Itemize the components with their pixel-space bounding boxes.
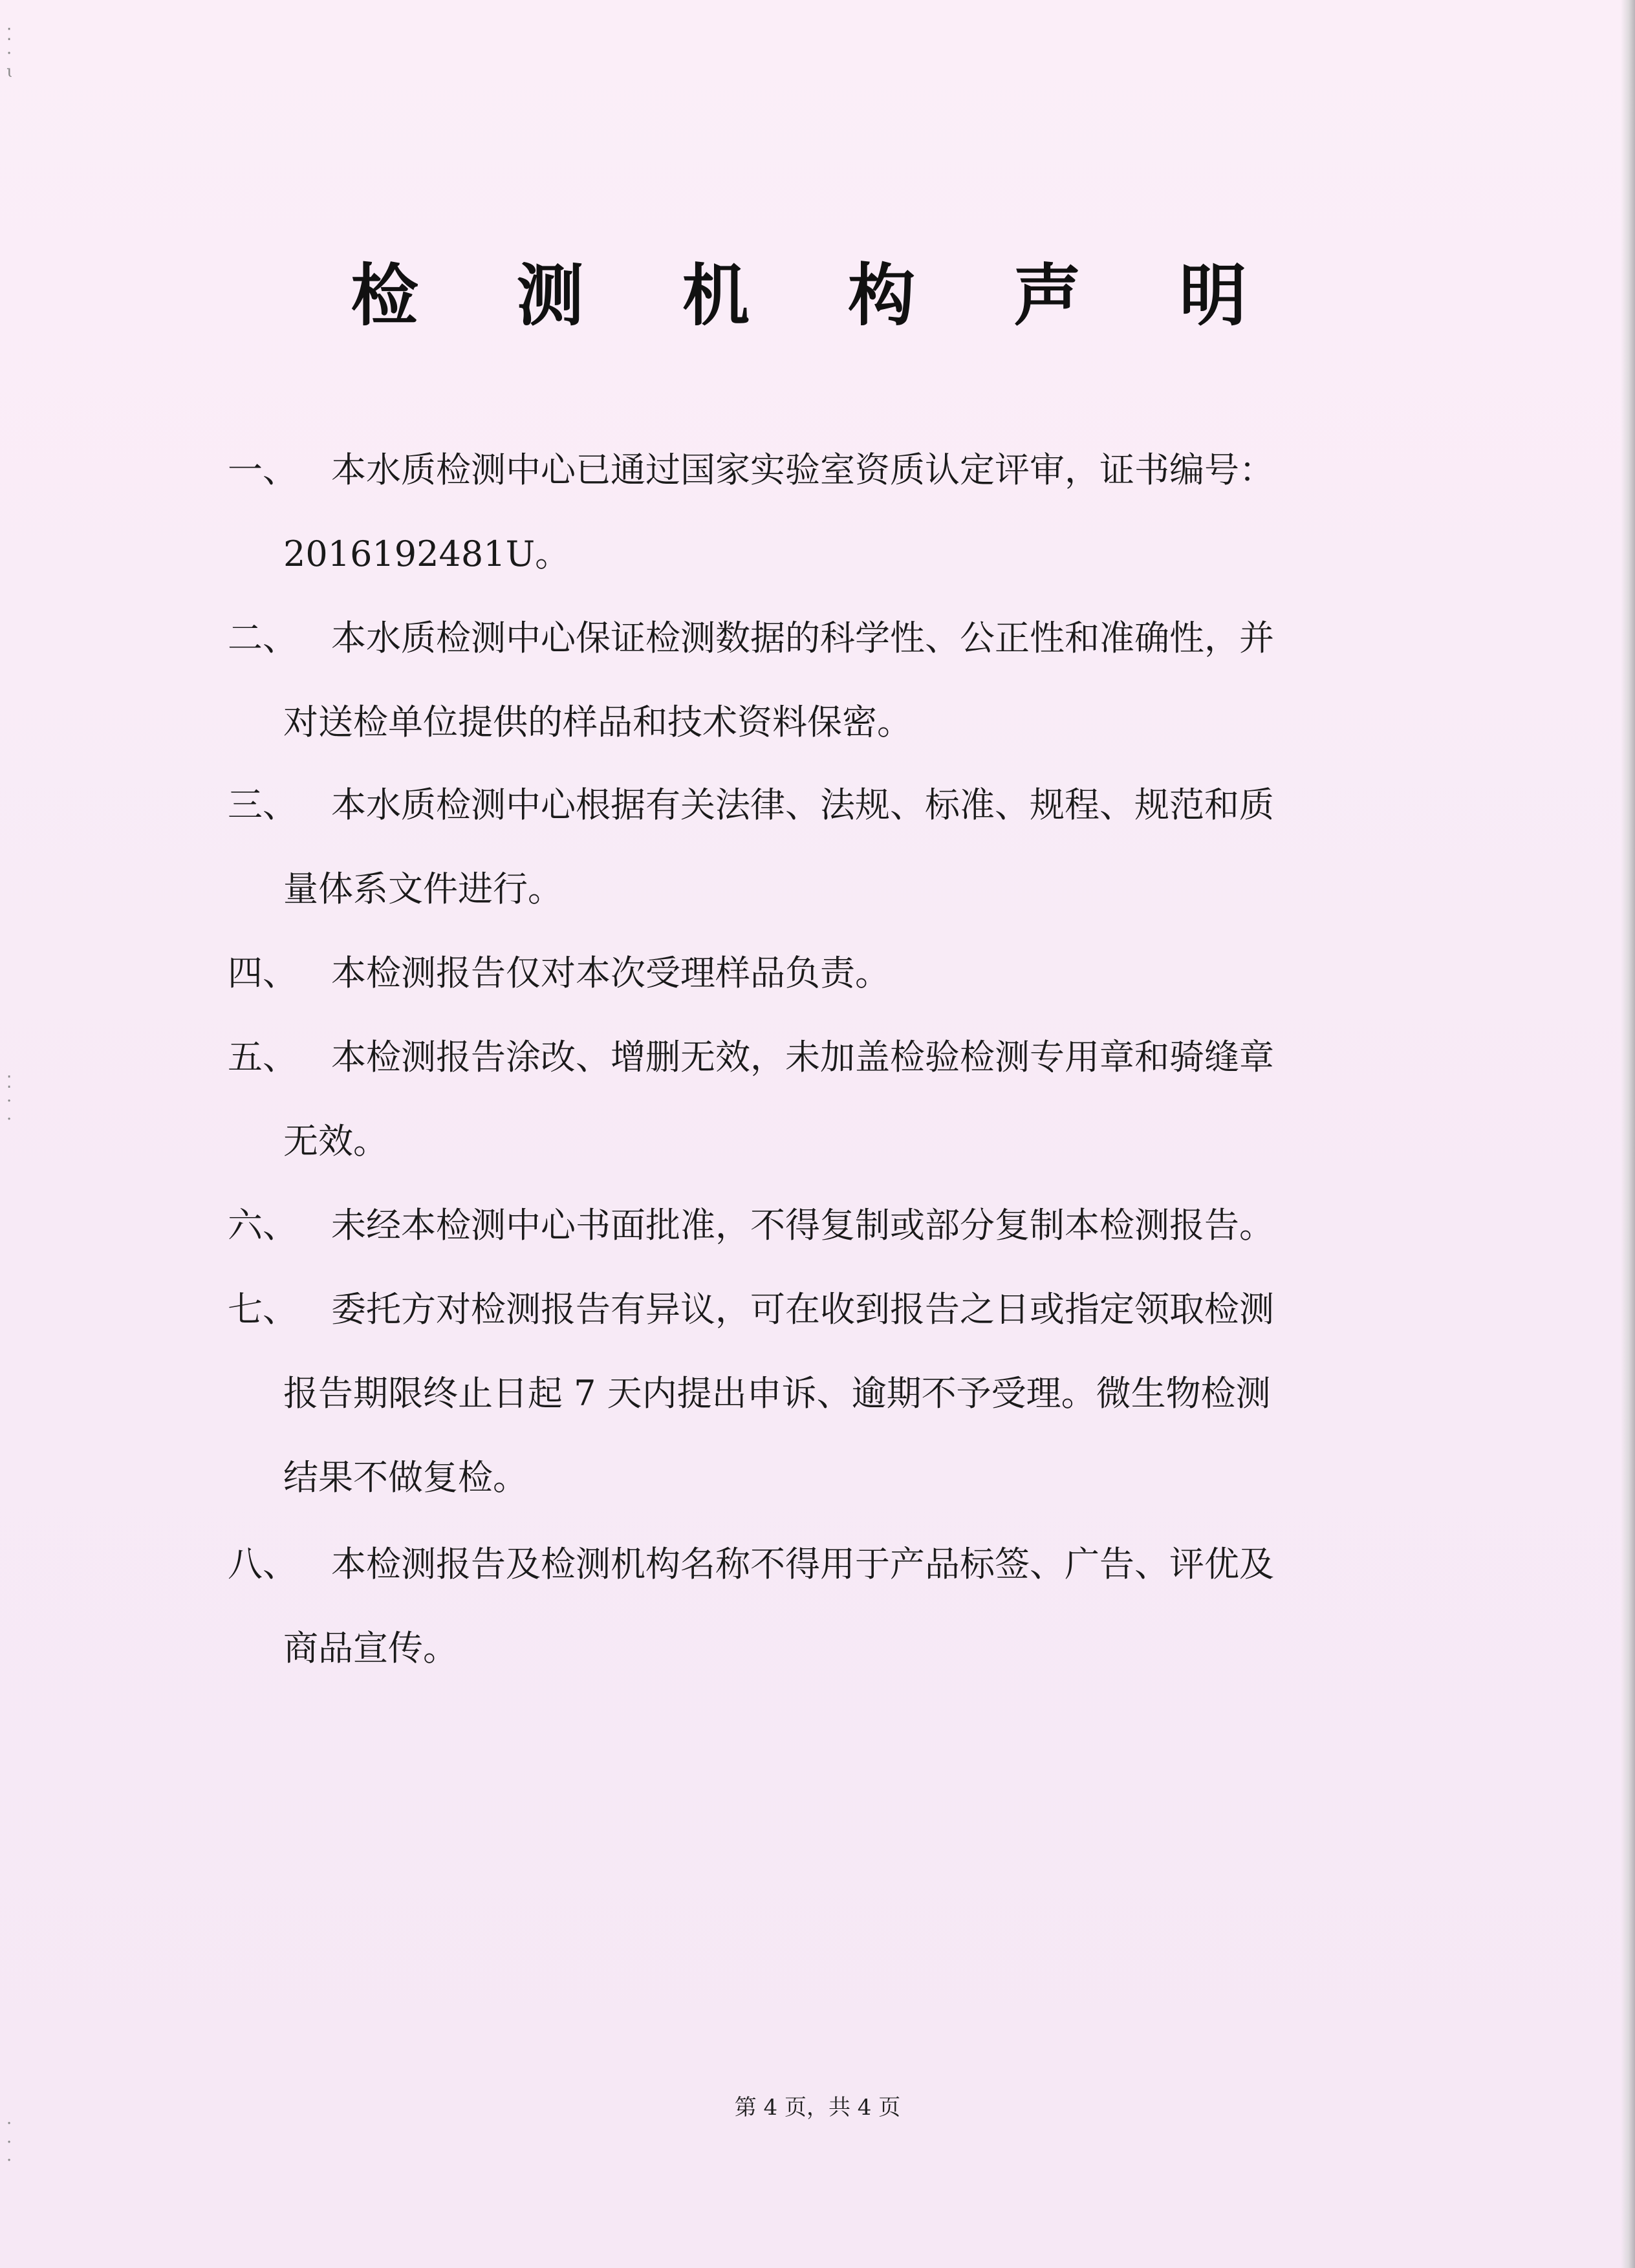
clause-line: 本检测报告及检测机构名称不得用于产品标签、广告、评优及 xyxy=(331,1544,1274,1584)
clause-line: 本检测报告涂改、增删无效，未加盖检验检测专用章和骑缝章 xyxy=(331,1037,1274,1077)
binding-hole-marks-middle: ⁚ · · xyxy=(6,1073,12,1130)
clause-line: 无效。 xyxy=(283,1121,388,1161)
clause-line: 本水质检测中心根据有关法律、法规、标准、规程、规范和质 xyxy=(331,784,1274,825)
clause-line: 商品宣传。 xyxy=(283,1628,458,1669)
clause-number: 二、 xyxy=(228,618,298,658)
clause-line: 未经本检测中心书面批准，不得复制或部分复制本检测报告。 xyxy=(331,1205,1274,1246)
document-title: 检 测 机 构 声 明 xyxy=(351,256,1284,335)
clause-number: 八、 xyxy=(228,1544,298,1584)
clause-line: 本水质检测中心已通过国家实验室资质认定评审，证书编号： xyxy=(331,449,1274,490)
clause-line: 量体系文件进行。 xyxy=(283,869,563,909)
clause-line: 结果不做复检。 xyxy=(283,1457,528,1498)
page-number-footer: 第 4 页，共 4 页 xyxy=(734,2095,901,2121)
clause-number: 三、 xyxy=(228,784,298,825)
clause-line: 对送检单位提供的样品和技术资料保密。 xyxy=(283,702,912,742)
clause-line: 2016192481U。 xyxy=(283,534,570,574)
clause-number: 六、 xyxy=(228,1205,298,1246)
clause-number: 七、 xyxy=(228,1289,298,1330)
clause-number: 一、 xyxy=(228,449,298,490)
binding-hole-marks-bottom: · · · xyxy=(6,2114,12,2171)
clause-line: 委托方对检测报告有异议，可在收到报告之日或指定领取检测 xyxy=(331,1289,1274,1330)
clause-line: 报告期限终止日起 7 天内提出申诉、逾期不予受理。微生物检测 xyxy=(283,1373,1271,1414)
clause-number: 五、 xyxy=(228,1037,298,1077)
binding-hole-marks-top: ⁚ · ɩ xyxy=(6,25,14,82)
paper-right-edge xyxy=(1621,0,1635,2268)
clause-number: 四、 xyxy=(228,953,298,993)
clause-line: 本检测报告仅对本次受理样品负责。 xyxy=(331,953,890,993)
clause-line: 本水质检测中心保证检测数据的科学性、公正性和准确性，并 xyxy=(331,618,1274,658)
